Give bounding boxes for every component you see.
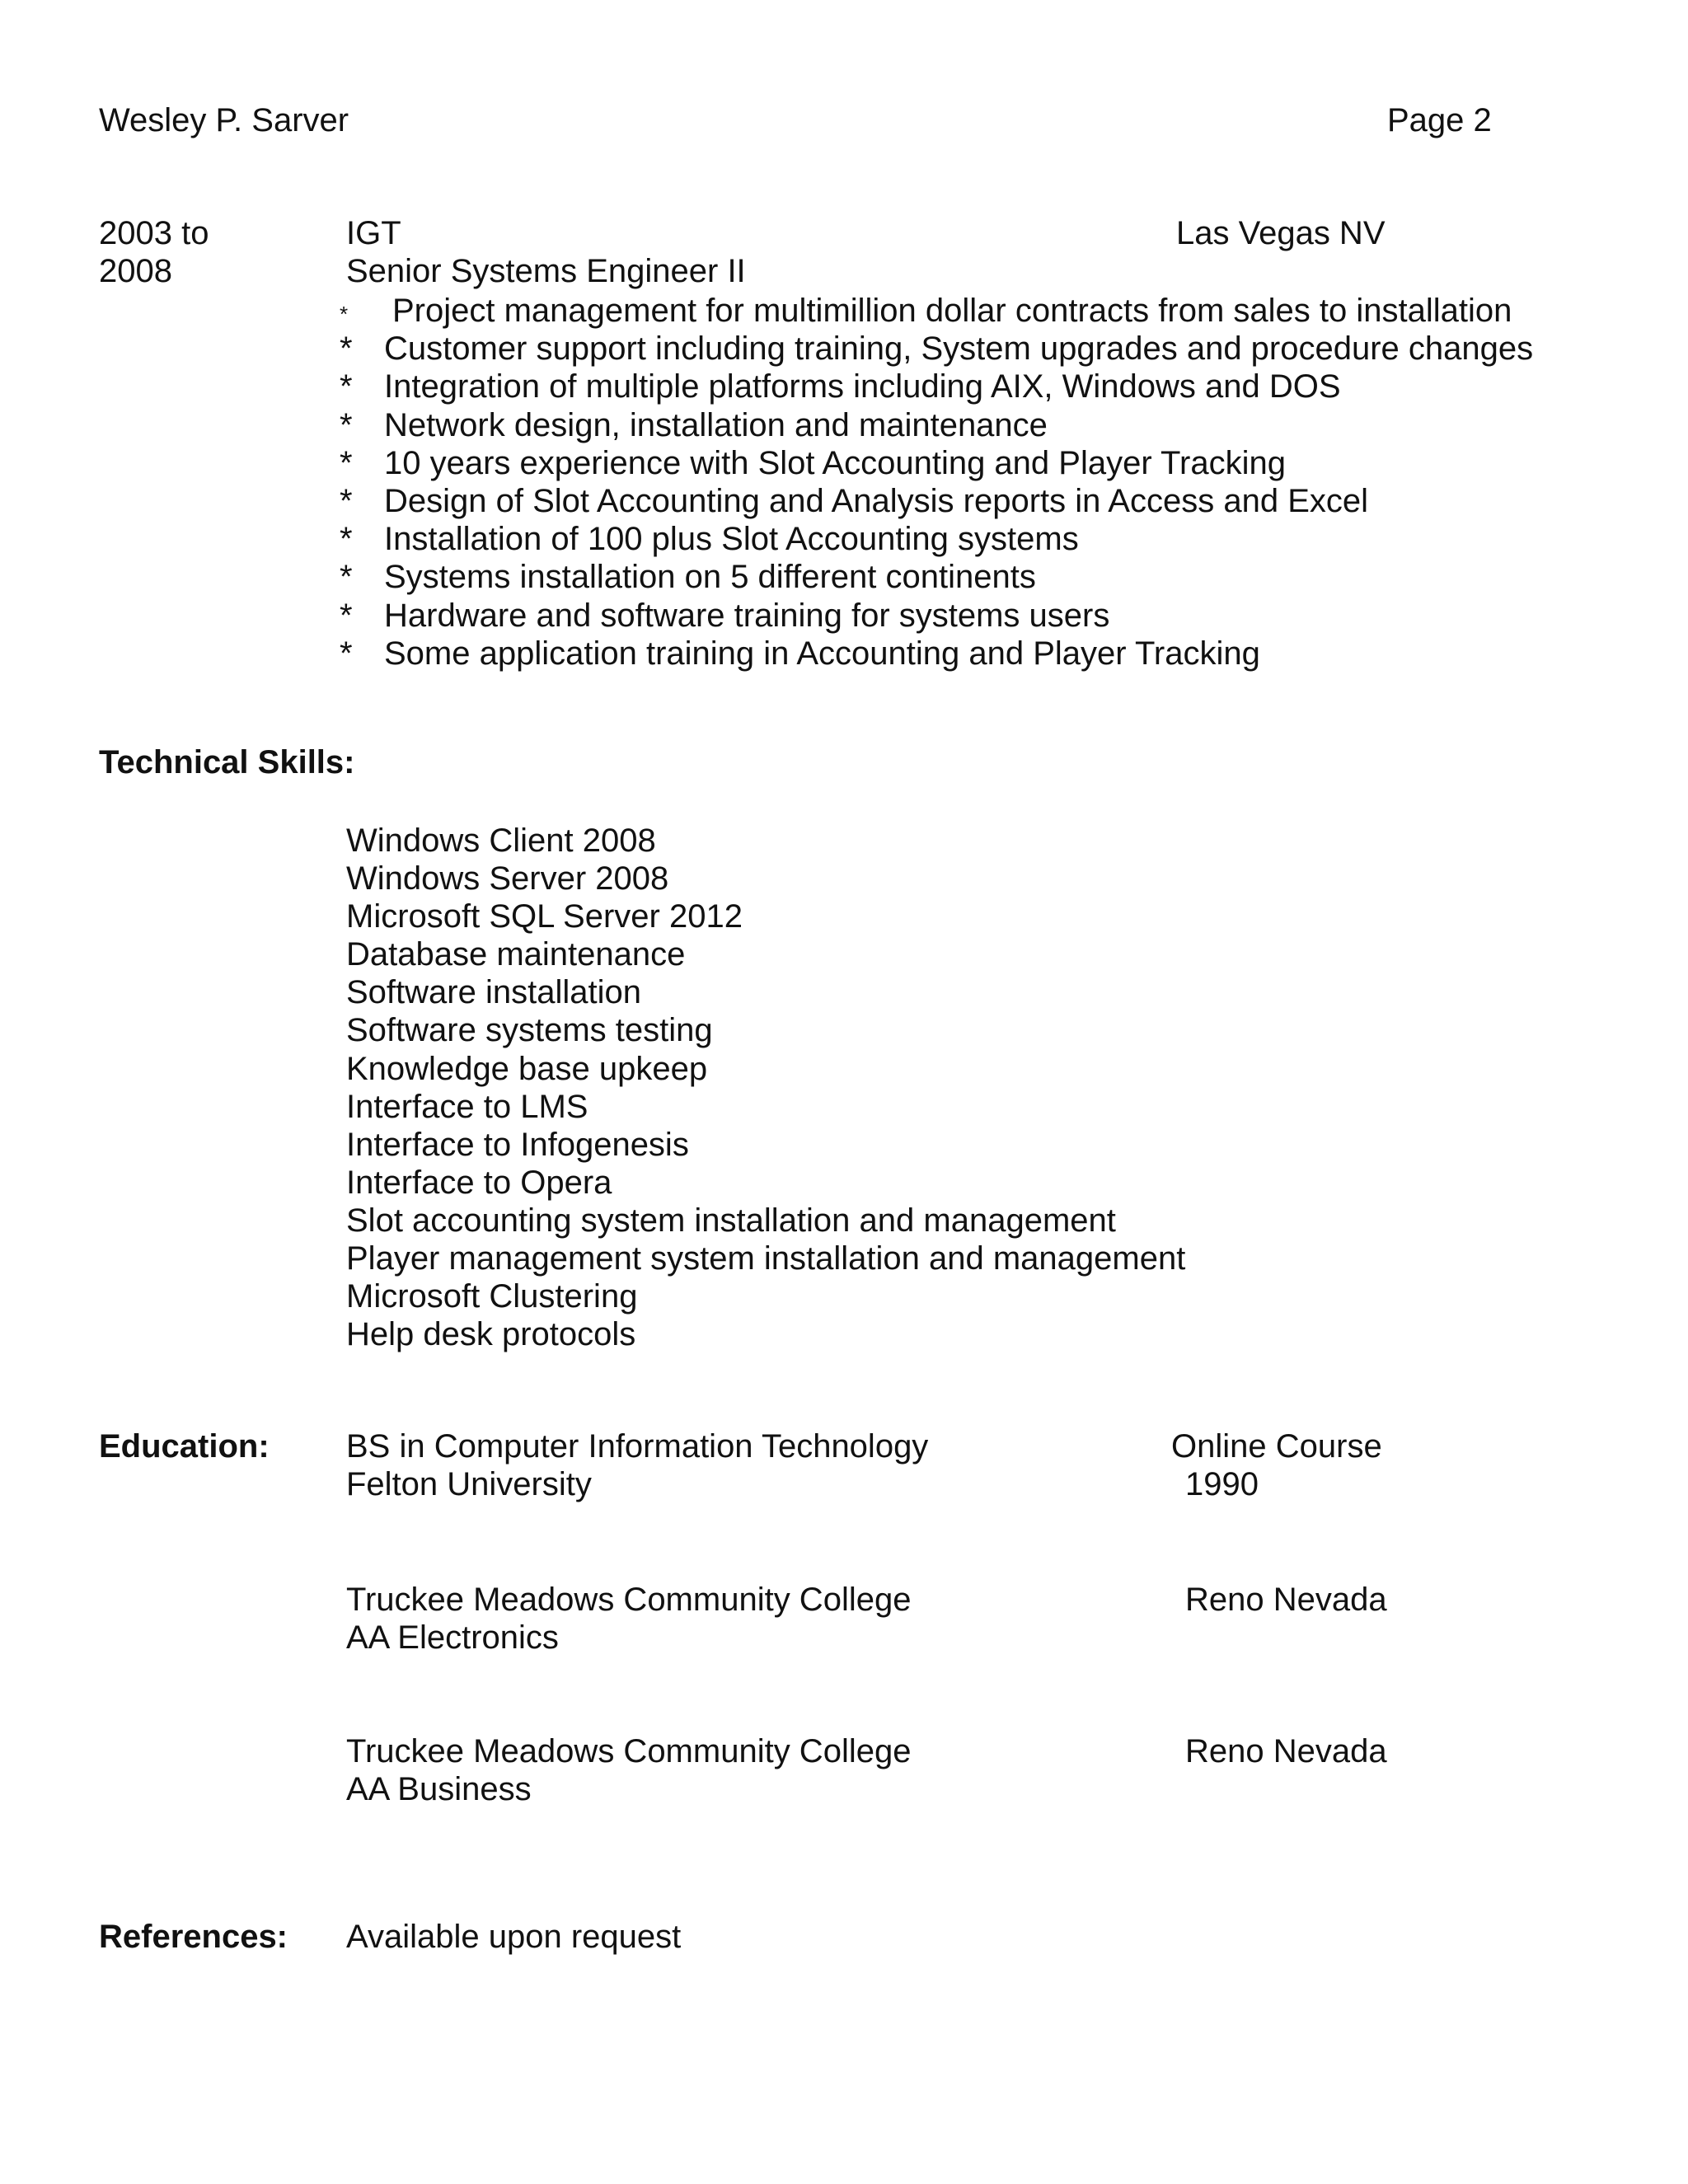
technical-skills-list xyxy=(346,822,1185,1353)
job-title: Senior Systems Engineer II xyxy=(346,253,746,289)
technical-skills-heading: Technical Skills: xyxy=(99,744,355,780)
degree: BS in Computer Information Technology xyxy=(346,1428,929,1465)
skill-item: Microsoft Clustering xyxy=(346,1278,638,1315)
references-value: Available upon request xyxy=(346,1919,682,1955)
skill-item: Database maintenance xyxy=(346,936,686,973)
bullet-asterisk: * xyxy=(340,368,353,405)
skill-item: Knowledge base upkeep xyxy=(346,1050,708,1087)
bullet-asterisk: * xyxy=(340,559,353,596)
education-entry xyxy=(346,1430,1418,1506)
skill-item: Slot accounting system installation and management xyxy=(346,1202,1116,1239)
job-company: IGT xyxy=(346,215,401,251)
duty-text: Hardware and software training for systems users xyxy=(384,597,1110,634)
skill-item: Interface to Infogenesis xyxy=(346,1126,689,1163)
job-location: Las Vegas NV xyxy=(1176,215,1386,251)
duty-text: 10 years experience with Slot Accounting and Player Tracking xyxy=(384,444,1286,481)
bullet-asterisk: * xyxy=(340,482,353,519)
page-number: Page 2 xyxy=(1387,102,1492,138)
education-year: 1990 xyxy=(1185,1466,1259,1502)
duty-text: Systems installation on 5 different continents xyxy=(384,559,1036,596)
header-name: Wesley P. Sarver xyxy=(99,102,349,138)
duty-text: Design of Slot Accounting and Analysis reports in Access and Excel xyxy=(384,482,1369,519)
duty-text: Installation of 100 plus Slot Accounting systems xyxy=(384,521,1079,558)
skill-item: Software systems testing xyxy=(346,1012,713,1049)
duty-text: Customer support including training, System upgrades and procedure changes xyxy=(384,330,1534,368)
bullet-asterisk: * xyxy=(340,330,353,368)
skill-item: Windows Server 2008 xyxy=(346,860,669,898)
duty-text: Network design, installation and maintenance xyxy=(384,406,1048,443)
bullet-asterisk: * xyxy=(340,597,353,634)
bullet-asterisk: * xyxy=(340,444,353,481)
institution: Truckee Meadows Community College xyxy=(346,1733,912,1769)
education-mode: Online Course xyxy=(1171,1428,1382,1465)
bullet-asterisk: * xyxy=(340,406,353,443)
skill-item: Player management system installation and management xyxy=(346,1240,1186,1277)
education-location: Reno Nevada xyxy=(1185,1582,1387,1618)
bullet-asterisk: * xyxy=(340,521,353,558)
education-entry xyxy=(346,1583,1418,1659)
degree: AA Business xyxy=(346,1771,532,1807)
institution: Truckee Meadows Community College xyxy=(346,1582,912,1618)
job-year-start: 2003 to xyxy=(99,215,209,251)
skill-item: Software installation xyxy=(346,974,641,1011)
degree: AA Electronics xyxy=(346,1619,559,1656)
skill-item: Help desk protocols xyxy=(346,1316,636,1353)
education-heading: Education: xyxy=(99,1428,270,1465)
skill-item: Interface to LMS xyxy=(346,1088,588,1125)
duty-text: Project management for multimillion dollar contracts from sales to installation xyxy=(392,293,1512,329)
education-location: Reno Nevada xyxy=(1185,1733,1387,1769)
duty-text: Integration of multiple platforms including AIX, Windows and DOS xyxy=(384,368,1341,405)
skill-item: Windows Client 2008 xyxy=(346,823,656,859)
skill-item: Interface to Opera xyxy=(346,1164,612,1201)
bullet-asterisk: * xyxy=(340,302,349,326)
skill-item: Microsoft SQL Server 2012 xyxy=(346,898,743,935)
bullet-asterisk: * xyxy=(340,635,353,672)
references-heading: References: xyxy=(99,1919,288,1955)
job-year-end: 2008 xyxy=(99,253,172,289)
duty-text: Some application training in Accounting and Player Tracking xyxy=(384,635,1260,672)
institution: Felton University xyxy=(346,1466,592,1502)
education-entry xyxy=(346,1735,1418,1811)
